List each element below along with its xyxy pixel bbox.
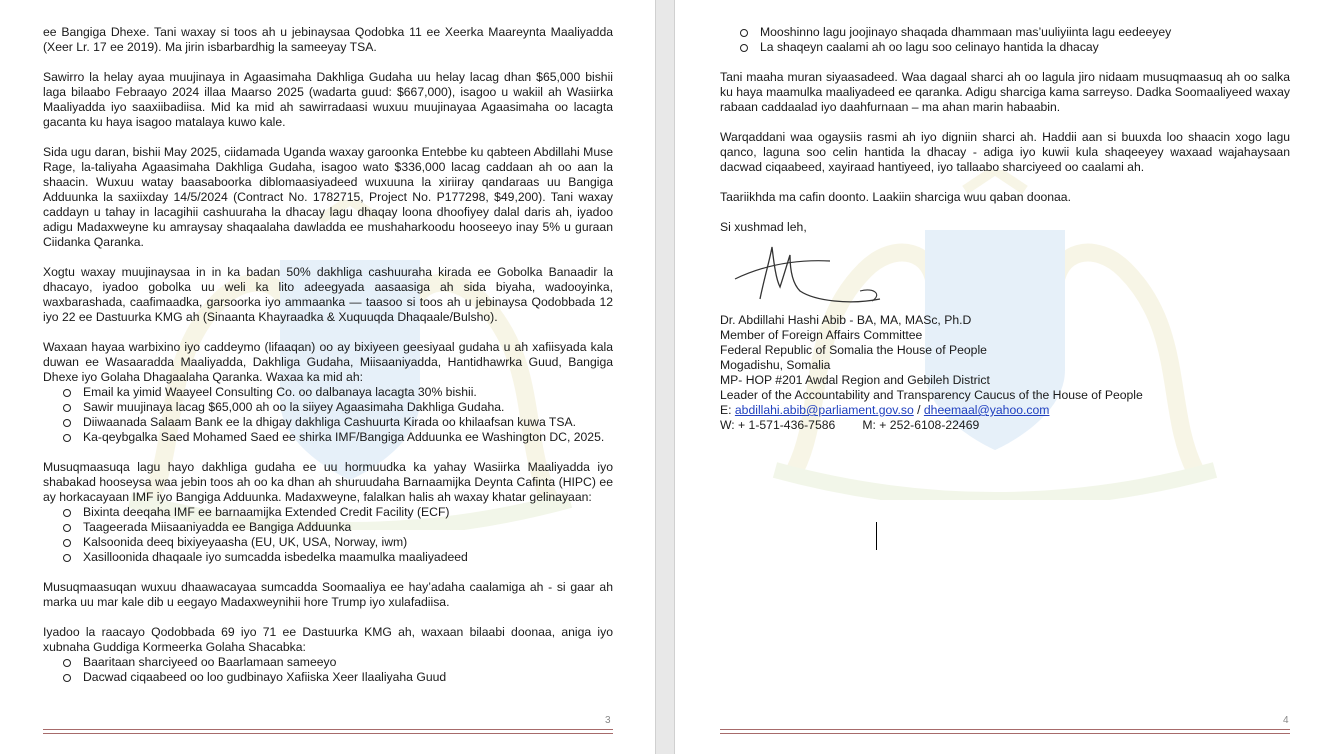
list-item: Dacwad ciqaabeed oo loo gudbinayo Xafiiska Xeer Ilaaliyaha Guud	[83, 670, 613, 685]
document-page-3	[0, 0, 655, 754]
list-item: Mooshinno lagu joojinayo shaqada dhammaan mas’uuliyiinta lagu eedeeyey	[760, 25, 1290, 40]
risk-list	[43, 505, 613, 565]
action-list-continued	[720, 25, 1290, 55]
list-item: Ka-qeybgalka Saed Mohamed Saed ee shirka IMF/Bangiga Adduunka ee Washington DC, 2025.	[83, 430, 613, 445]
closing: Si xushmad leh,	[720, 220, 807, 234]
paragraph: Sawirro la helay ayaa muujinaya in Agaasimaha Dakhliga Gudaha uu helay lacag dhan $65,000 bishii laga bilaabo Febraayo 2024 illaa Maarso 2025 (wadarta guud: $667,000), isagoo u wakiil ah Wasiirka Maaliyadda iyo saaxiibadiisa. Mid ka mid ah sawirradaasi wuxuu muujinayaa Agaasimaha oo lacagta gacanta ku haya isagoo matalaya kuwo kale.	[43, 70, 613, 129]
signer-title: Mogadishu, Somalia	[720, 358, 831, 372]
text-cursor	[876, 522, 877, 550]
paragraph: ee Bangiga Dhexe. Tani waxay si toos ah u jebinaysaa Qodobka 11 ee Xeerka Maareynta Maaliyadda (Xeer Lr. 17 ee 2019). Ma jirin isbarbardhig la sameeyay TSA.	[43, 25, 613, 54]
list-item: Bixinta deeqaha IMF ee barnaamijka Extended Credit Facility (ECF)	[83, 505, 613, 520]
signer-name: Dr. Abdillahi Hashi Abib - BA, MA, MASc, Ph.D	[720, 313, 972, 327]
signer-title: Federal Republic of Somalia the House of People	[720, 343, 987, 357]
list-item: La shaqeyn caalami ah oo lagu soo celinayo hantida la dhacay	[760, 40, 1290, 55]
signature-block	[720, 220, 1290, 433]
list-item: Email ka yimid Waayeel Consulting Co. oo dalbanaya lacagta 30% bishii.	[83, 385, 613, 400]
email-line	[720, 403, 1290, 418]
email-link-personal[interactable]: dheemaal@yahoo.com	[923, 403, 1050, 417]
page-number: 3	[605, 715, 611, 726]
list-item: Taageerada Miisaaniyadda ee Bangiga Adduunka	[83, 520, 613, 535]
document-page-4	[675, 0, 1334, 754]
signer-title: Member of Foreign Affairs Committee	[720, 328, 923, 342]
paragraph: Warqaddani waa ogaysiis rasmi ah iyo digniin sharci ah. Haddii aan si buuxda loo shaacin xogo lagu qanco, laguna soo celin hantida la dhacay - adiga iyo kuwii kula shaqeeyey waxaad wajahaysaan dacwad ciqaabeed, xayiraad hantiyeed, iyo tallaabo sharciyeed oo caalami ah.	[720, 130, 1290, 174]
paragraph: Xogtu waxay muujinaysaa in in ka badan 50% dakhliga cashuuraha kirada ee Gobolka Banaadir la dhacayo, iyadoo gobolka uu weli ka lito adeegyada aasaasiga ah sida biyaha, wadooyinka, waxbarashada, caafimaadka, garsoorka iyo ammaanka — taasoo si toos ah u jebinaysa Qodobbada 12 iyo 22 ee Dastuurka KMG ah (Sinaanta Khayraadka & Xuquuqda Dhaqaale/Bulsho).	[43, 265, 613, 324]
paragraph: Tani maaha muran siyaasadeed. Waa dagaal sharci ah oo lagula jiro nidaam musuqmaasuq ah oo salka ku haya maamulka maaliyadeed ee qaranka. Adigu sharciga kama sarreyso. Dadka Soomaaliyeed waxay rabaan caddaalad iyo daahfurnaan – ma ahan marin habaabin.	[720, 70, 1290, 114]
paragraph: Musuqmaasuqa lagu hayo dakhliga gudaha ee uu hormuudka ka yahay Wasiirka Maaliyadda iyo shabakad hooseysa waa jebin toos ah oo ka dhan ah shuruudaha Barnaamijka Deynta Cafinta (HIPC) ee ay horkacayaan IMF iyo Bangiga Adduunka. Madaxweyne, falalkan halis ah waxay khatar gelinayaan:	[43, 460, 613, 504]
evidence-list	[43, 385, 613, 445]
email-link-parliament[interactable]: abdillahi.abib@parliament.gov.so	[734, 403, 914, 417]
phone-line: W: + 1-571-436-7586 M: + 252-6108-22469	[720, 418, 980, 432]
page-gap	[655, 0, 675, 754]
footer-divider	[720, 729, 1290, 734]
signer-title: MP- HOP #201 Awdal Region and Gebileh District	[720, 373, 990, 387]
list-item: Diiwaanada Salaam Bank ee la dhigay dakhliga Cashuurta Kirada oo khilaafsan kuwa TSA.	[83, 415, 613, 430]
signer-title: Leader of the Accountability and Transparency Caucus of the House of People	[720, 388, 1143, 402]
paragraph: Waxaan hayaa warbixino iyo caddeymo (lifaaqan) oo ay bixiyeen geesiyaal gudaha u ah xafiisyada kala duwan ee Wasaaradda Maaliyadda, Dakhliga Gudaha, Miisaaniyadda, Hantidhawrka Guud, Bangiga Dhexe iyo Golaha Dhagaalaha Qaranka. Waxaa ka mid ah:	[43, 340, 613, 384]
paragraph: Iyadoo la raacayo Qodobbada 69 iyo 71 ee Dastuurka KMG ah, waxaan bilaabi doonaa, aniga iyo xubnaha Guddiga Kormeerka Golaha Shacabka:	[43, 625, 613, 654]
list-item: Baaritaan sharciyeed oo Baarlamaan sameeyo	[83, 655, 613, 670]
page-number: 4	[1283, 715, 1289, 726]
list-item: Sawir muujinaya lacag $65,000 ah oo la siiyey Agaasimaha Dakhliga Gudaha.	[83, 400, 613, 415]
list-item: Xasilloonida dhaqaale iyo sumcadda isbedelka maamulka maaliyadeed	[83, 550, 613, 565]
paragraph: Musuqmaasuqan wuxuu dhaawacayaa sumcadda Soomaaliya ee hay’adaha caalamiga ah - si gaar ah marka uu mar kale dib u eegayo Madaxweynihii hore Trump iyo xulafadiisa.	[43, 580, 613, 609]
action-list	[43, 655, 613, 685]
page-4-body	[720, 25, 1290, 433]
page-3-body	[43, 25, 613, 685]
email-separator: /	[913, 403, 924, 417]
list-item: Kalsoonida deeq bixiyeyaasha (EU, UK, USA, Norway, iwm)	[83, 535, 613, 550]
paragraph: Taariikhda ma cafin doonto. Laakiin sharciga wuu qaban doonaa.	[720, 190, 1071, 204]
handwritten-signature	[730, 239, 890, 307]
paragraph: Sida ugu daran, bishii May 2025, ciidamada Uganda waxay garoonka Entebbe ku qabteen Abdillahi Muse Rage, la-taliyaha Agaasimaha Dakhliga Gudaha, isagoo wato $336,000 lacag caddaan ah oo aan la shaacin. Wuxuu watay baasaboorka diblomaasiyadeed wuxuuna la xiriiray qandaraas uu Bangiga Adduunka la saxiixday 14/5/2024 (Contract No. 1782715, Project No. P177298, $49,200). Tani waxay caddayn u tahay in lacagihii cashuuraha la dhacay lagu dhaqay loona dhoofiyey dalal daris ah, iyadoo adigu Madaxweyne ku amraysay shaqaalaha dawladda ee mushaharkoodu hooseeyo inay 5% u guraan Ciidanka Qaranka.	[43, 145, 613, 249]
email-prefix: E:	[720, 403, 735, 417]
footer-divider	[43, 729, 613, 734]
